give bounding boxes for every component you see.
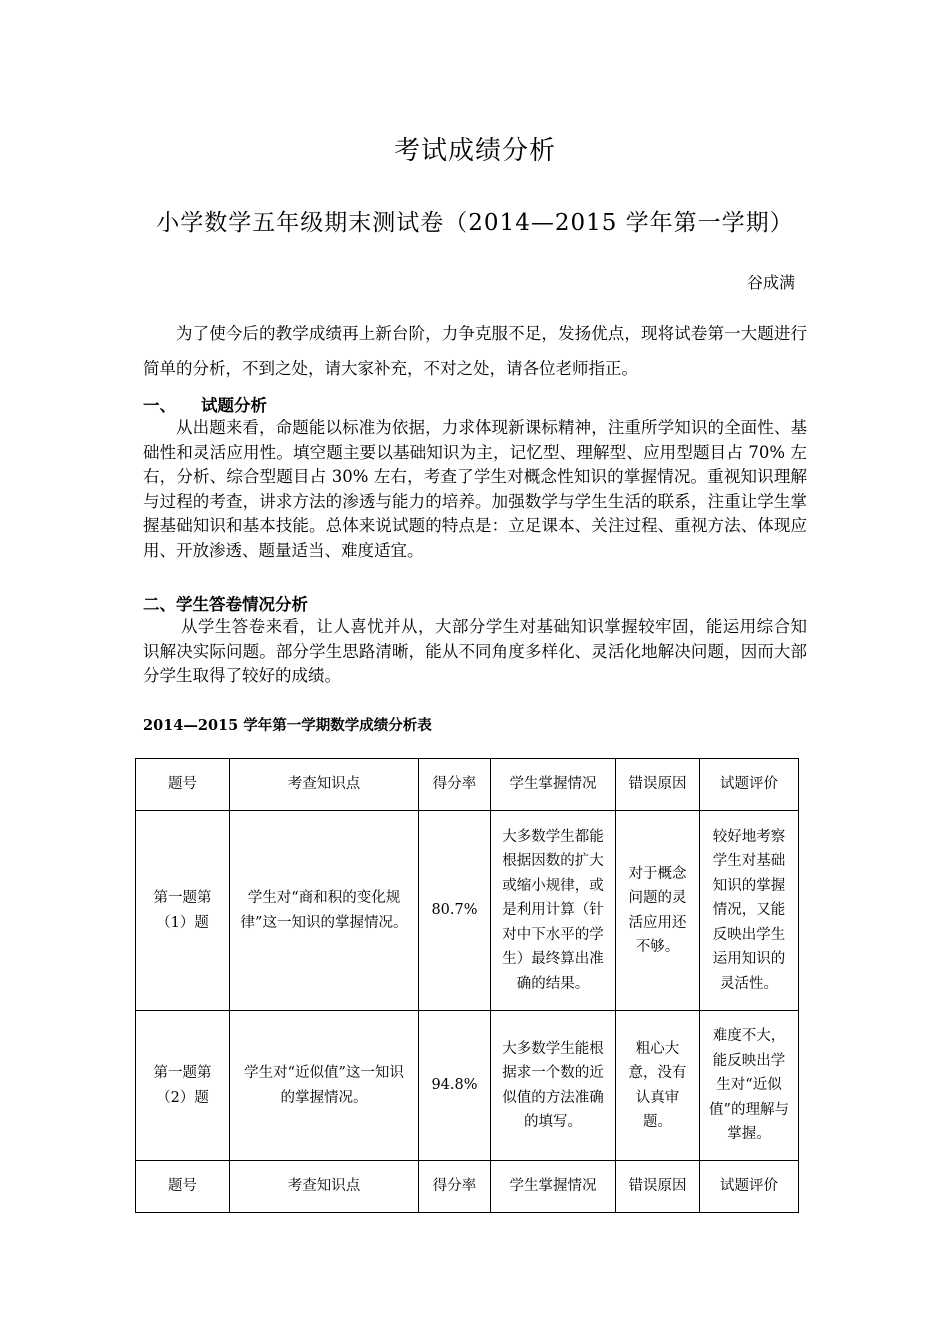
evaluation-cell: 较好地考察学生对基础知识的掌握情况，又能反映出学生运用知识的灵活性。: [700, 811, 799, 1011]
header-cell: 得分率: [419, 759, 491, 811]
header-cell: 试题评价: [700, 759, 799, 811]
table-header-row: [136, 759, 799, 811]
author-name: 谷成满: [746, 273, 795, 292]
section2-heading: 二、学生答卷情况分析: [143, 595, 308, 614]
header-cell: 错误原因: [616, 759, 700, 811]
mastery-cell: 大多数学生都能根据因数的扩大或缩小规律，或是利用计算（针对中下水平的学生）最终算出准确的结果。: [491, 811, 616, 1011]
table-caption: 2014—2015 学年第一学期数学成绩分析表: [143, 717, 432, 734]
header-cell: 考查知识点: [230, 759, 419, 811]
header-cell: 试题评价: [700, 1161, 799, 1213]
header-cell: 题号: [136, 1161, 230, 1213]
page-subtitle: 小学数学五年级期末测试卷（2014—2015 学年第一学期）: [156, 210, 794, 236]
section1-body: 从出题来看，命题能以标准为依据，力求体现新课标精神，注重所学知识的全面性、基础性和灵活应用性。填空题主要以基础知识为主，记忆型、理解型、应用型题目占 70% 左右，分析、综合型题目占 30% 左右，考查了学生对概念性知识的掌握情况。重视知识理解与过程的考查，讲求方法的渗透与能力的培养。加强数学与学生生活的联系，注重让学生掌握基础知识和基本技能。总体来说试题的特点是：立足课本、关注过程、重视方法、体现应用、开放渗透、题量适当、难度适宜。: [143, 418, 807, 560]
header-cell: 题号: [136, 759, 230, 811]
evaluation-cell: 难度不大，能反映出学生对“近似值”的理解与掌握。: [700, 1011, 799, 1161]
section1-heading: [143, 392, 267, 416]
section1-heading-text: 试题分析: [201, 396, 267, 415]
item-cell: 第一题第（1）题: [136, 811, 230, 1011]
mastery-cell: 大多数学生能根据求一个数的近似值的方法准确的填写。: [491, 1011, 616, 1161]
header-cell: 错误原因: [616, 1161, 700, 1213]
table-row: [136, 1011, 799, 1161]
rate-cell: 80.7%: [419, 811, 491, 1011]
score-analysis-table: [135, 758, 799, 1213]
header-cell: 学生掌握情况: [491, 759, 616, 811]
knowledge-cell: 学生对“近似值”这一知识的掌握情况。: [230, 1011, 419, 1161]
error-cell: 对于概念问题的灵活应用还不够。: [616, 811, 700, 1011]
header-cell: 得分率: [419, 1161, 491, 1213]
section2-body: 从学生答卷来看，让人喜忧并从，大部分学生对基础知识掌握较牢固，能运用综合知识解决实际问题。部分学生思路清晰，能从不同角度多样化、灵活化地解决问题，因而大部分学生取得了较好的成绩。: [143, 617, 807, 685]
header-cell: 学生掌握情况: [491, 1161, 616, 1213]
page-title: 考试成绩分析: [393, 136, 556, 166]
table-footer-header-row: [136, 1161, 799, 1213]
rate-cell: 94.8%: [419, 1011, 491, 1161]
item-cell: 第一题第（2）题: [136, 1011, 230, 1161]
section1-number: 一、: [143, 396, 176, 415]
error-cell: 粗心大意，没有认真审题。: [616, 1011, 700, 1161]
intro-paragraph: 为了使今后的教学成绩再上新台阶，力争克服不足，发扬优点，现将试卷第一大题进行简单的分析，不到之处，请大家补充，不对之处，请各位老师指正。: [143, 324, 807, 378]
table-row: [136, 811, 799, 1011]
header-cell: 考查知识点: [230, 1161, 419, 1213]
knowledge-cell: 学生对“商和积的变化规律”这一知识的掌握情况。: [230, 811, 419, 1011]
